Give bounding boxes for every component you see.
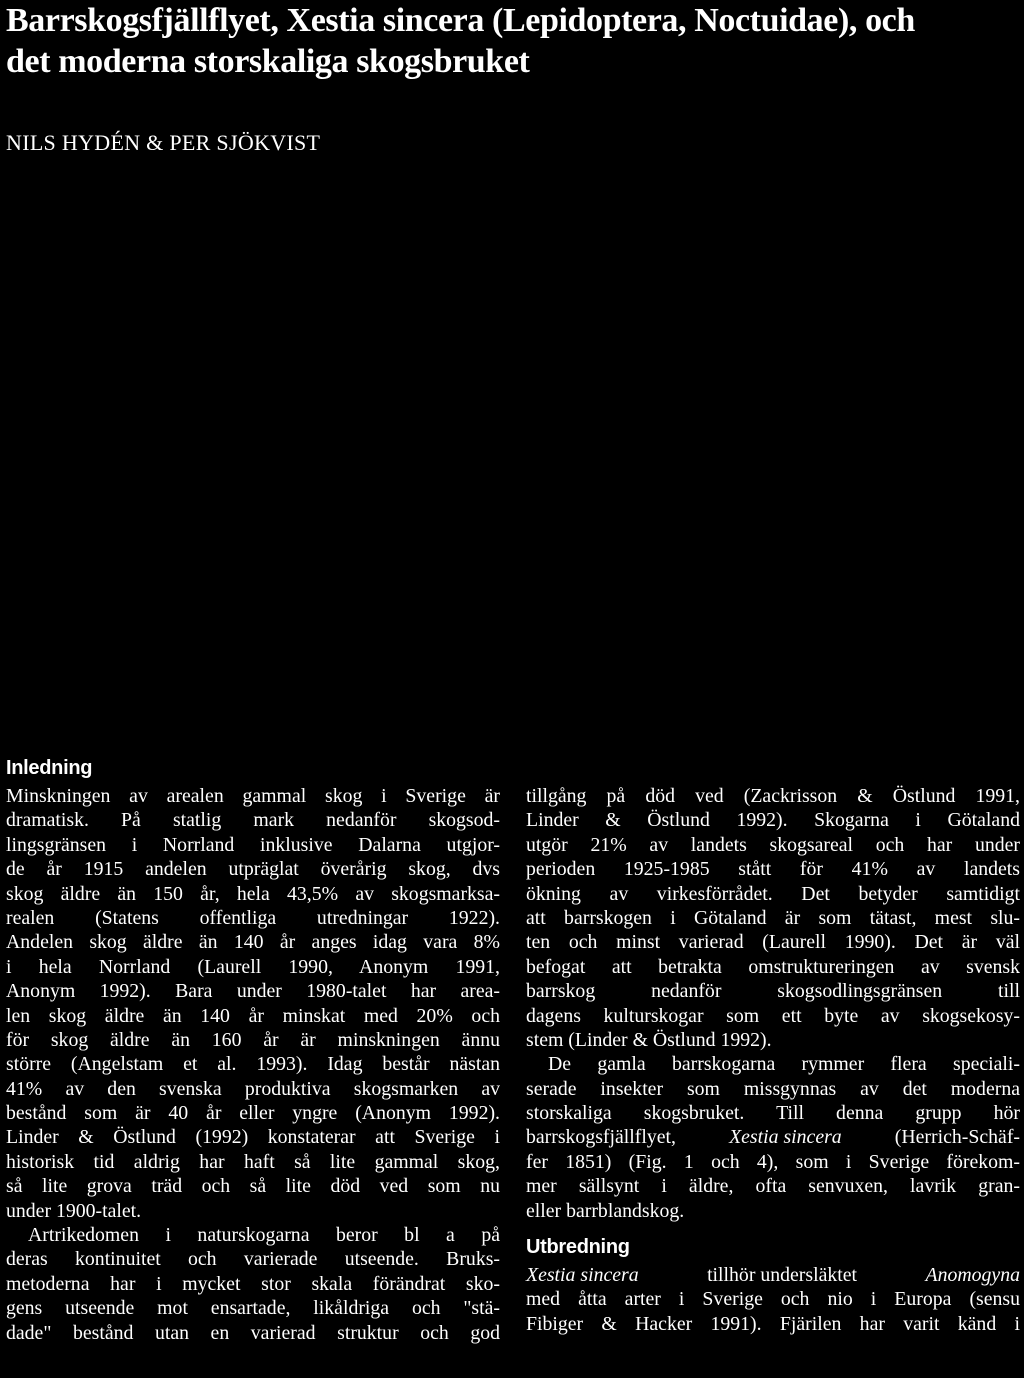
text-line: dramatisk. På statlig mark nedanför skogsod- bbox=[6, 809, 500, 832]
text-line: lingsgränsen i Norrland inklusive Dalarna utgjor- bbox=[6, 833, 500, 856]
text-fragment: barrskogsfjällflyet, bbox=[526, 1126, 676, 1149]
text-line: dade" bestånd utan en varierad struktur och god bbox=[6, 1321, 500, 1344]
text-line: Minskningen av arealen gammal skog i Sverige är bbox=[6, 785, 500, 807]
text-line: realen (Statens offentliga utredningar 1922). bbox=[6, 906, 500, 929]
authors: NILS HYDÉN & PER SJÖKVIST bbox=[6, 130, 321, 155]
text-line: ökning av virkesförrådet. Det betyder samtidigt bbox=[526, 882, 1020, 905]
species-name: Xestia sincera bbox=[729, 1126, 842, 1149]
text-line bbox=[526, 1125, 1020, 1149]
text-line: fer 1851) (Fig. 1 och 4), som i Sverige förekom- bbox=[526, 1150, 1020, 1173]
text-line: utgör 21% av landets skogsareal och har under bbox=[526, 833, 1020, 856]
text-line: de år 1915 andelen utpräglat överårig skog, dvs bbox=[6, 858, 500, 881]
text-line: dagens kulturskogar som ett byte av skogsekosy- bbox=[526, 1004, 1020, 1027]
text-line: deras kontinuitet och varierade utseende. Bruks- bbox=[6, 1248, 500, 1271]
text-line: med åtta arter i Sverige och nio i Europa (sensu bbox=[526, 1288, 1020, 1311]
title-line-2: det moderna storskaliga skogsbruket bbox=[6, 43, 530, 80]
text-line: under 1900-talet. bbox=[6, 1199, 142, 1222]
text-line: De gamla barrskogarna rymmer flera speciali- bbox=[548, 1053, 1020, 1076]
text-line: stem (Linder & Östlund 1992). bbox=[526, 1028, 772, 1051]
text-line: att barrskogen i Götaland är som tätast, mest slu- bbox=[526, 906, 1020, 929]
text-line: serade insekter som missgynnas av det moderna bbox=[526, 1077, 1020, 1100]
text-line: i hela Norrland (Laurell 1990, Anonym 1991, bbox=[6, 955, 500, 978]
text-line bbox=[526, 1263, 1020, 1287]
text-line: Andelen skog äldre än 140 år anges idag vara 8% bbox=[6, 931, 500, 954]
text-line: Linder & Östlund (1992) konstaterar att Sverige i bbox=[6, 1126, 500, 1149]
text-line: historisk tid aldrig har haft så lite gammal skog, bbox=[6, 1150, 500, 1173]
title-line-1: Barrskogsfjällflyet, Xestia sincera (Lepidoptera, Noctuidae), och bbox=[6, 2, 915, 39]
section-heading-utbredning: Utbredning bbox=[526, 1236, 630, 1259]
text-fragment: tillhör undersläktet bbox=[707, 1264, 858, 1287]
text-line: perioden 1925-1985 stått för 41% av landets bbox=[526, 858, 1020, 881]
text-line: tillgång på död ved (Zackrisson & Östlund 1991, bbox=[526, 785, 1020, 807]
text-fragment: (Herrich-Schäf- bbox=[894, 1126, 1020, 1149]
text-line: för skog äldre än 160 år är minskningen ännu bbox=[6, 1028, 500, 1051]
right-column bbox=[526, 784, 1020, 1336]
text-line: Fibiger & Hacker 1991). Fjärilen har varit känd i bbox=[526, 1312, 1020, 1335]
article-title bbox=[6, 0, 1016, 82]
text-line: barrskog nedanför skogsodlingsgränsen till bbox=[526, 980, 1020, 1003]
text-line: gens utseende mot ensartade, likåldriga och "stä- bbox=[6, 1297, 500, 1320]
text-line: Linder & Östlund 1992). Skogarna i Götaland bbox=[526, 809, 1020, 832]
subgenus-name: Anomogyna bbox=[925, 1264, 1020, 1287]
left-column bbox=[6, 752, 500, 1345]
text-line: Artrikedomen i naturskogarna beror bl a på bbox=[28, 1224, 500, 1247]
text-line: så lite grova träd och så lite död ved som nu bbox=[6, 1175, 500, 1198]
text-line: befogat att betrakta omstruktureringen av svensk bbox=[526, 955, 1020, 978]
text-line: 41% av den svenska produktiva skogsmarken av bbox=[6, 1077, 500, 1100]
text-line: Anonym 1992). Bara under 1980-talet har area- bbox=[6, 980, 500, 1003]
species-name: Xestia sincera bbox=[526, 1264, 639, 1287]
text-line: metoderna har i mycket stor skala förändrat sko- bbox=[6, 1272, 500, 1295]
paragraph-gap bbox=[526, 1223, 1020, 1231]
text-line: ten och minst varierad (Laurell 1990). Det är väl bbox=[526, 931, 1020, 954]
text-line: större (Angelstam et al. 1993). Idag består nästan bbox=[6, 1053, 500, 1076]
text-line: mer sällsynt i äldre, ofta senvuxen, lavrik gran- bbox=[526, 1175, 1020, 1198]
section-heading-inledning: Inledning bbox=[6, 757, 93, 779]
text-line: eller barrblandskog. bbox=[526, 1199, 685, 1222]
text-line: bestånd som är 40 år eller yngre (Anonym 1992). bbox=[6, 1102, 500, 1125]
text-line: storskaliga skogsbruket. Till denna grupp hör bbox=[526, 1102, 1020, 1125]
text-line: len skog äldre än 140 år minskat med 20% och bbox=[6, 1004, 500, 1027]
text-line: skog äldre än 150 år, hela 43,5% av skogsmarksa- bbox=[6, 882, 500, 905]
